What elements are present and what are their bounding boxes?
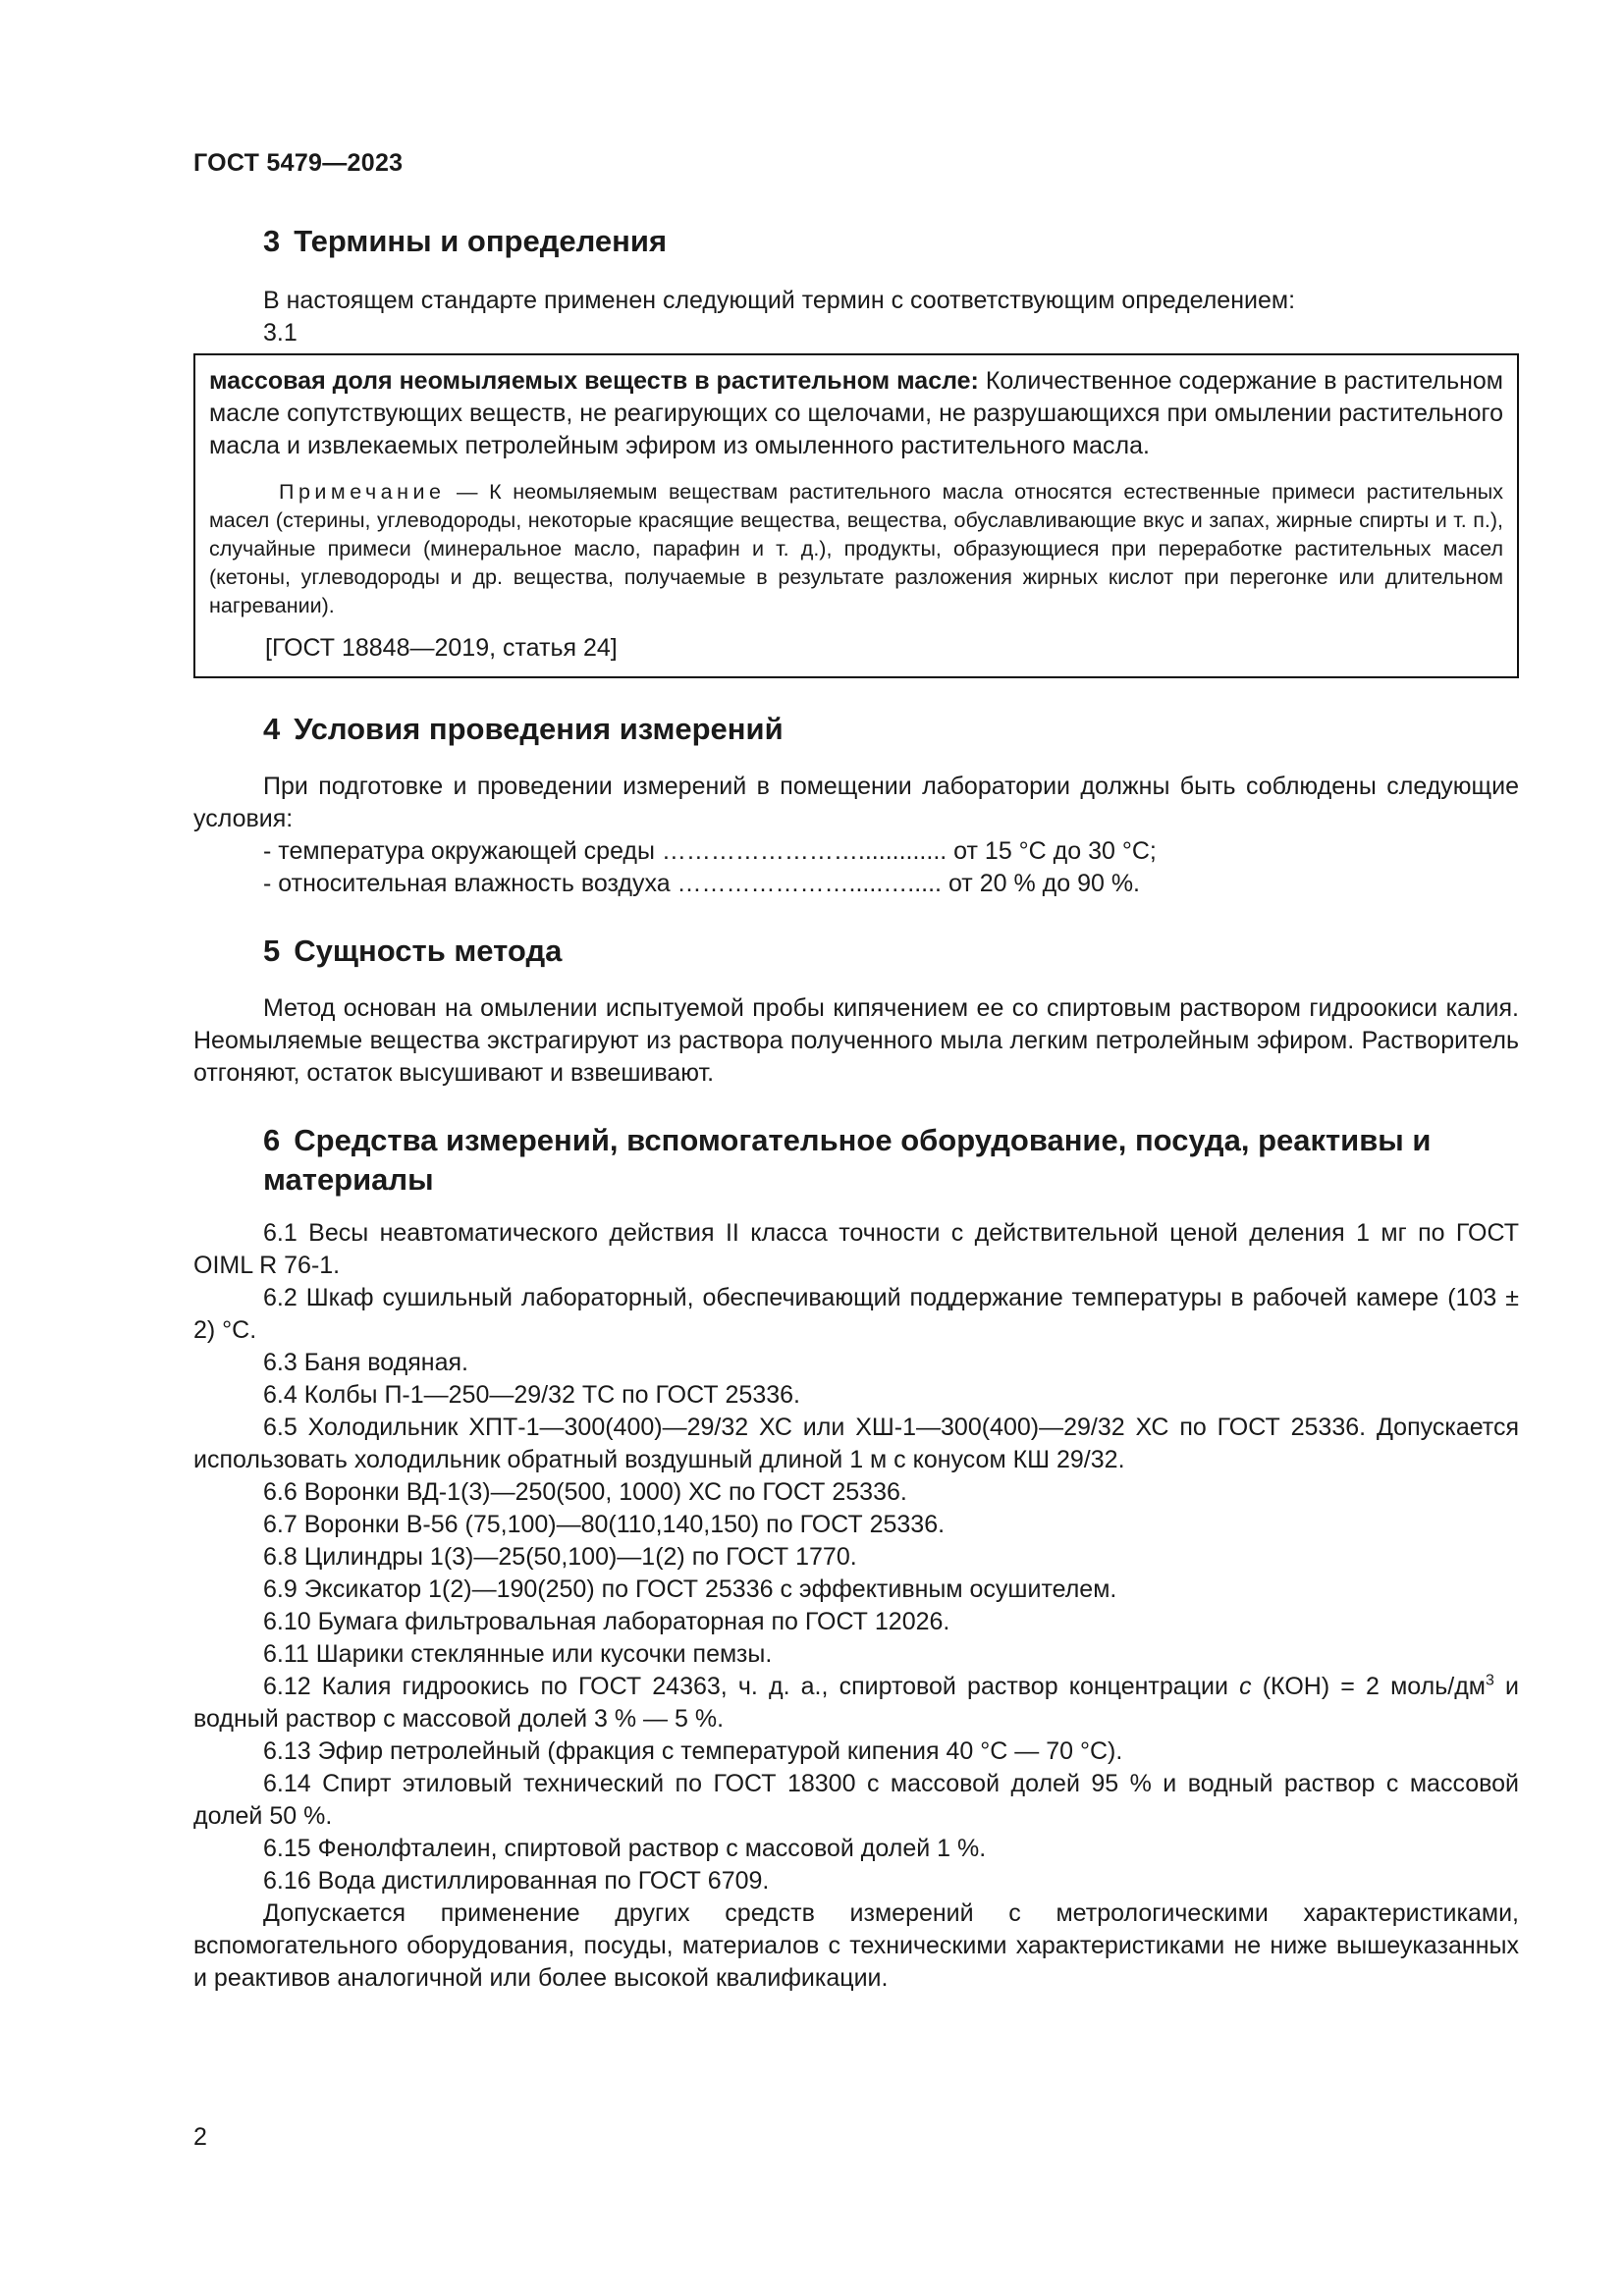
term-definition bbox=[209, 365, 1503, 462]
section-4-heading bbox=[193, 710, 1519, 749]
section-6-heading bbox=[193, 1121, 1519, 1200]
term-note bbox=[209, 478, 1503, 620]
section-6-closing: Допускается применение других средств измерений с метрологическими характеристиками, вспомогательного оборудования, посуды, материалов с техническими характеристиками не ниже вышеуказанных и реактивов аналогичной или более высокой квалификации. bbox=[193, 1899, 1519, 1992]
section-title: Термины и определения bbox=[294, 224, 668, 258]
section-number: 5 bbox=[263, 934, 281, 968]
list-item: 6.2 Шкаф сушильный лабораторный, обеспечивающий поддержание температуры в рабочей камере (103 ± 2) °С. bbox=[193, 1284, 1519, 1344]
section-number: 6 bbox=[263, 1123, 281, 1157]
text-fragment: (КОН) = 2 моль/дм bbox=[1251, 1673, 1486, 1700]
document-body bbox=[193, 222, 1519, 1995]
list-item: 6.7 Воронки В-56 (75,100)—80(110,140,150) по ГОСТ 25336. bbox=[263, 1511, 946, 1538]
list-item: 6.11 Шарики стеклянные или кусочки пемзы. bbox=[263, 1640, 773, 1668]
note-label: Примечание bbox=[279, 480, 446, 504]
list-item: 6.16 Вода дистиллированная по ГОСТ 6709. bbox=[263, 1867, 770, 1895]
list-item: 6.14 Спирт этиловый технический по ГОСТ 18300 с массовой долей 95 % и водный раствор с массовой долей 50 %. bbox=[193, 1770, 1519, 1830]
list-item: 6.15 Фенолфталеин, спиртовой раствор с массовой долей 1 %. bbox=[263, 1835, 987, 1862]
section-5-heading bbox=[193, 932, 1519, 971]
list-item: 6.4 Колбы П-1—250—29/32 ТС по ГОСТ 25336. bbox=[263, 1381, 800, 1409]
section-3-heading bbox=[193, 222, 1519, 261]
list-item: 6.8 Цилиндры 1(3)—25(50,100)—1(2) по ГОСТ 1770. bbox=[263, 1543, 857, 1571]
list-item: 6.10 Бумага фильтровальная лабораторная по ГОСТ 12026. bbox=[263, 1608, 950, 1635]
list-item: 6.9 Эксикатор 1(2)—190(250) по ГОСТ 25336 с эффективным осушителем. bbox=[263, 1575, 1117, 1603]
term-definition-box bbox=[193, 353, 1519, 678]
variable-c: c bbox=[1239, 1673, 1252, 1700]
term-number: 3.1 bbox=[263, 319, 298, 347]
section-4-intro: При подготовке и проведении измерений в помещении лаборатории должны быть соблюдены следующие условия: bbox=[193, 773, 1519, 832]
list-item: 6.5 Холодильник ХПТ-1—300(400)—29/32 ХС или ХШ-1—300(400)—29/32 ХС по ГОСТ 25336. Допускается использовать холодильник обратный воздушный длиной 1 м с конусом КШ 29/32. bbox=[193, 1414, 1519, 1473]
term-name: массовая доля неомыляемых веществ в растительном масле: bbox=[209, 367, 979, 395]
document-header: ГОСТ 5479—2023 bbox=[193, 149, 404, 177]
section-title: Сущность метода bbox=[294, 934, 563, 968]
note-text: — К неомыляемым веществам растительного масла относятся естественные примеси растительных масел (стерины, углеводороды, некоторые красящие вещества, вещества, обуславливающие вкус и запах, жирные спирты и т. п.), случайные примеси (минеральное масло, парафин и т. д.), продукты, образующиеся при переработке растительных масел (кетоны, углеводороды и др. вещества, получаемые в результате разложения жирных кислот при перегонке или длительном нагревании). bbox=[209, 480, 1503, 617]
term-source: [ГОСТ 18848—2019, статья 24] bbox=[265, 634, 618, 662]
list-item: 6.6 Воронки ВД-1(3)—250(500, 1000) ХС по ГОСТ 25336. bbox=[263, 1478, 907, 1506]
list-item: 6.3 Баня водяная. bbox=[263, 1349, 468, 1376]
page-number: 2 bbox=[193, 2123, 207, 2151]
section-title: Условия проведения измерений bbox=[294, 712, 784, 746]
list-item: 6.1 Весы неавтоматического действия II класса точности с действительной ценой деления 1 мг по ГОСТ OIML R 76-1. bbox=[193, 1219, 1519, 1279]
superscript: 3 bbox=[1485, 1672, 1494, 1689]
condition-humidity: - относительная влажность воздуха ………………….....…..... от 20 % до 90 %. bbox=[263, 870, 1140, 897]
text-fragment: 6.12 Калия гидроокись по ГОСТ 24363, ч. д. а., спиртовой раствор концентрации bbox=[263, 1673, 1240, 1700]
section-3-intro: В настоящем стандарте применен следующий термин с соответствующим определением: bbox=[263, 287, 1296, 314]
section-6-list bbox=[193, 1217, 1519, 1995]
section-title: Средства измерений, вспомогательное оборудование, посуда, реактивы и материалы bbox=[263, 1123, 1432, 1197]
term-definition-text: Количественное содержание в растительном масле сопутствующих веществ, не реагирующих со щелочами, не разрушающихся при омылении растительного масла и извлекаемых петролейным эфиром из омыленного растительного масла. bbox=[209, 367, 1503, 459]
section-number: 3 bbox=[263, 224, 281, 258]
section-5-text: Метод основан на омылении испытуемой пробы кипячением ее со спиртовым раствором гидроокиси калия. Неомыляемые вещества экстрагируют из раствора полученного мыла легким петролейным эфиром. Растворитель отгоняют, остаток высушивают и взвешивают. bbox=[193, 994, 1519, 1087]
section-number: 4 bbox=[263, 712, 281, 746]
text-fragment: и водный раствор с массовой долей 3 % — 5 %. bbox=[193, 1673, 1519, 1733]
condition-temperature: - температура окружающей среды ……………………............. от 15 °С до 30 °С; bbox=[263, 837, 1157, 865]
list-item: 6.13 Эфир петролейный (фракция с температурой кипения 40 °С — 70 °С). bbox=[263, 1737, 1123, 1765]
list-item-6-12 bbox=[193, 1671, 1519, 1735]
